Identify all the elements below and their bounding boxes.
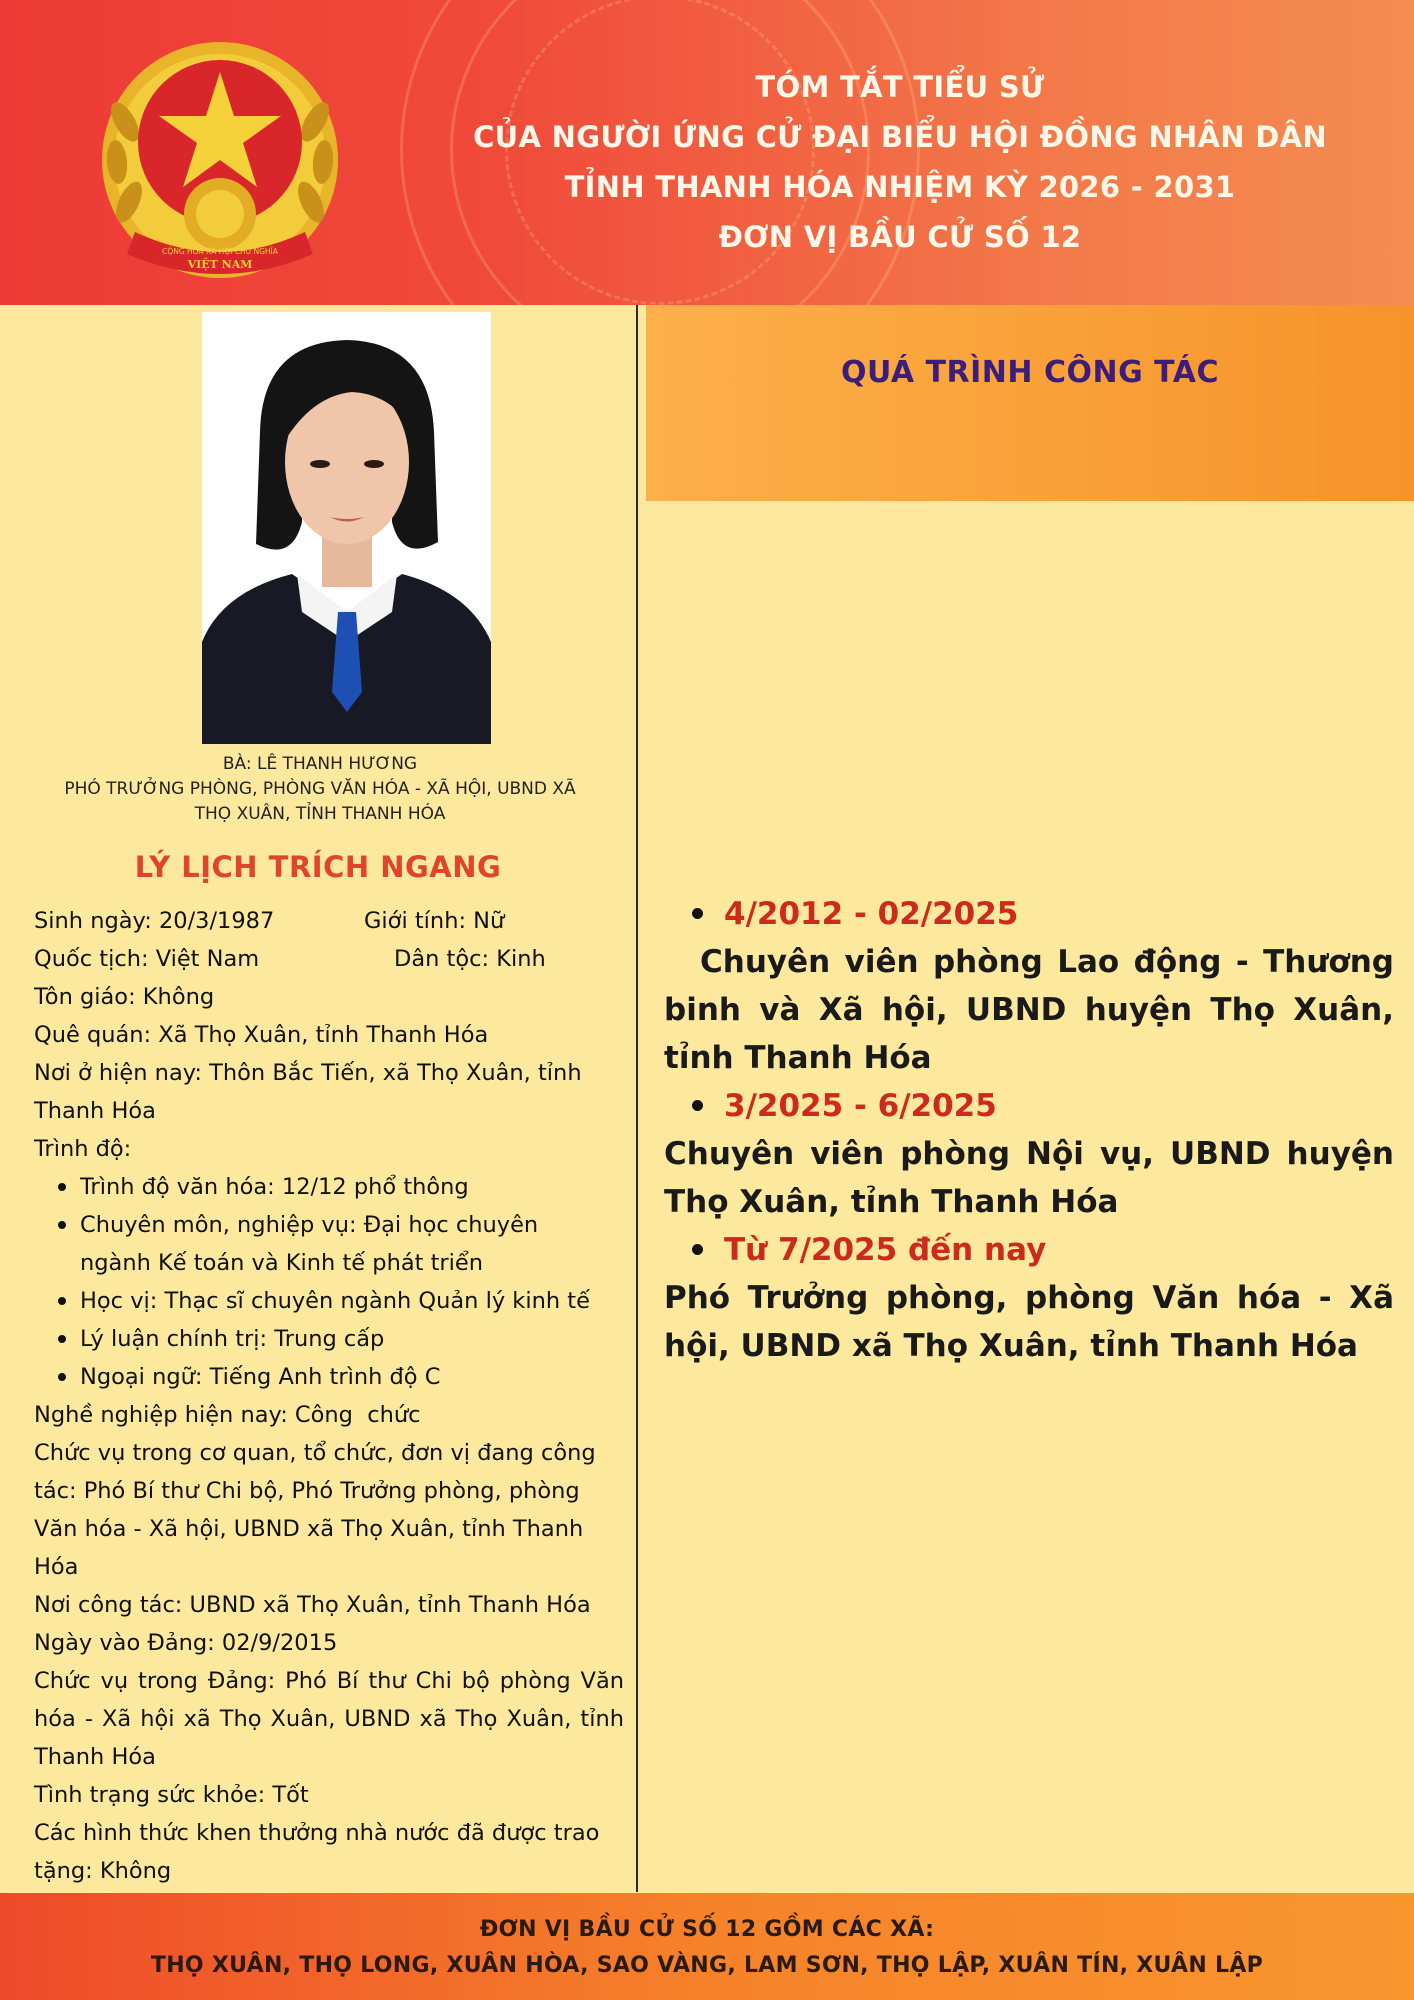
bio-education-label: Trình độ: xyxy=(34,1136,132,1162)
bio-religion: Tôn giáo: Không xyxy=(34,984,215,1010)
header-title-line2: CỦA NGƯỜI ỨNG CỬ ĐẠI BIỂU HỘI ĐỒNG NHÂN DÂN xyxy=(473,120,1327,154)
bio-section-title: LÝ LỊCH TRÍCH NGANG xyxy=(134,850,502,884)
career-period: 3/2025 - 6/2025 xyxy=(664,1082,1394,1130)
header-title-line3: TỈNH THANH HÓA NHIỆM KỲ 2026 - 2031 xyxy=(564,170,1236,204)
list-item: Học vị: Thạc sĩ chuyên ngành Quản lý kinh tế xyxy=(48,1282,624,1320)
list-item: Ngoại ngữ: Tiếng Anh trình độ C xyxy=(48,1358,624,1396)
bio-party-date: Ngày vào Đảng: 02/9/2015 xyxy=(34,1630,338,1656)
bio-party-position: Chức vụ trong Đảng: Phó Bí thư Chi bộ phòng Văn hóa - Xã hội xã Thọ Xuân, UBND xã Thọ Xuân, tỉnh Thanh Hóa xyxy=(34,1668,624,1770)
career-header-band xyxy=(646,305,1414,501)
national-emblem-icon xyxy=(95,32,345,287)
career-description: Chuyên viên phòng Nội vụ, UBND huyện Thọ Xuân, tỉnh Thanh Hóa xyxy=(664,1136,1394,1220)
footer-line1: ĐƠN VỊ BẦU CỬ SỐ 12 GỒM CÁC XÃ: xyxy=(479,1917,935,1942)
bio-nationality: Quốc tịch: Việt Nam xyxy=(34,946,260,972)
emblem-text-bottom: VIỆT NAM xyxy=(187,258,253,271)
candidate-portrait-photo xyxy=(202,312,491,744)
header-title-line4: ĐƠN VỊ BẦU CỬ SỐ 12 xyxy=(718,220,1082,254)
list-item: Trình độ văn hóa: 12/12 phổ thông xyxy=(48,1168,624,1206)
bio-residence: Nơi ở hiện nay: Thôn Bắc Tiến, xã Thọ Xuân, tỉnh Thanh Hóa xyxy=(34,1060,582,1124)
candidate-position-line1: PHÓ TRƯỞNG PHÒNG, PHÒNG VĂN HÓA - XÃ HỘI, UBND XÃ xyxy=(64,779,576,799)
bio-hometown: Quê quán: Xã Thọ Xuân, tỉnh Thanh Hóa xyxy=(34,1022,489,1048)
bio-workplace: Nơi công tác: UBND xã Thọ Xuân, tỉnh Thanh Hóa xyxy=(34,1592,591,1618)
candidate-caption xyxy=(20,752,620,827)
career-description: Chuyên viên phòng Lao động - Thương binh và Xã hội, UBND huyện Thọ Xuân, tỉnh Thanh Hóa xyxy=(664,944,1394,1076)
footer-banner xyxy=(0,1893,1414,2000)
bio-occupation: Nghề nghiệp hiện nay: Công chức xyxy=(34,1402,421,1428)
list-item: Chuyên môn, nghiệp vụ: Đại học chuyên ngành Kế toán và Kinh tế phát triển xyxy=(48,1206,624,1282)
footer-line2: THỌ XUÂN, THỌ LONG, XUÂN HÒA, SAO VÀNG, LAM SƠN, THỌ LẬP, XUÂN TÍN, XUÂN LẬP xyxy=(150,1953,1264,1978)
bio-awards: Các hình thức khen thưởng nhà nước đã được trao tặng: Không xyxy=(34,1820,600,1884)
career-timeline xyxy=(664,890,1394,1370)
career-section-title: QUÁ TRÌNH CÔNG TÁC xyxy=(840,355,1220,390)
career-description: Phó Trưởng phòng, phòng Văn hóa - Xã hội, UBND xã Thọ Xuân, tỉnh Thanh Hóa xyxy=(664,1280,1394,1364)
candidate-position-line2: THỌ XUÂN, TỈNH THANH HÓA xyxy=(194,804,446,824)
header-titles xyxy=(400,62,1400,262)
bio-ethnicity: Dân tộc: Kinh xyxy=(394,946,546,972)
emblem-text-top: CỘNG HÒA XÃ HỘI CHỦ NGHĨA xyxy=(162,247,278,256)
column-divider xyxy=(636,305,638,1892)
header-banner xyxy=(0,0,1414,305)
bio-current-position: Chức vụ trong cơ quan, tổ chức, đơn vị đang công tác: Phó Bí thư Chi bộ, Phó Trưởng phòng, phòng Văn hóa - Xã hội, UBND xã Thọ Xuân, tỉnh Thanh Hóa xyxy=(34,1440,596,1580)
career-period: Từ 7/2025 đến nay xyxy=(664,1226,1394,1274)
bio-education-list xyxy=(34,1168,624,1396)
bio-birth: Sinh ngày: 20/3/1987 xyxy=(34,908,275,934)
bio-gender: Giới tính: Nữ xyxy=(364,908,505,934)
candidate-name: BÀ: LÊ THANH HƯƠNG xyxy=(222,754,418,774)
list-item: Lý luận chính trị: Trung cấp xyxy=(48,1320,624,1358)
bio-health: Tình trạng sức khỏe: Tốt xyxy=(34,1782,309,1808)
career-period: 4/2012 - 02/2025 xyxy=(664,890,1394,938)
header-title-line1: TÓM TẮT TIỂU SỬ xyxy=(755,70,1045,104)
bio-details xyxy=(34,902,624,1890)
